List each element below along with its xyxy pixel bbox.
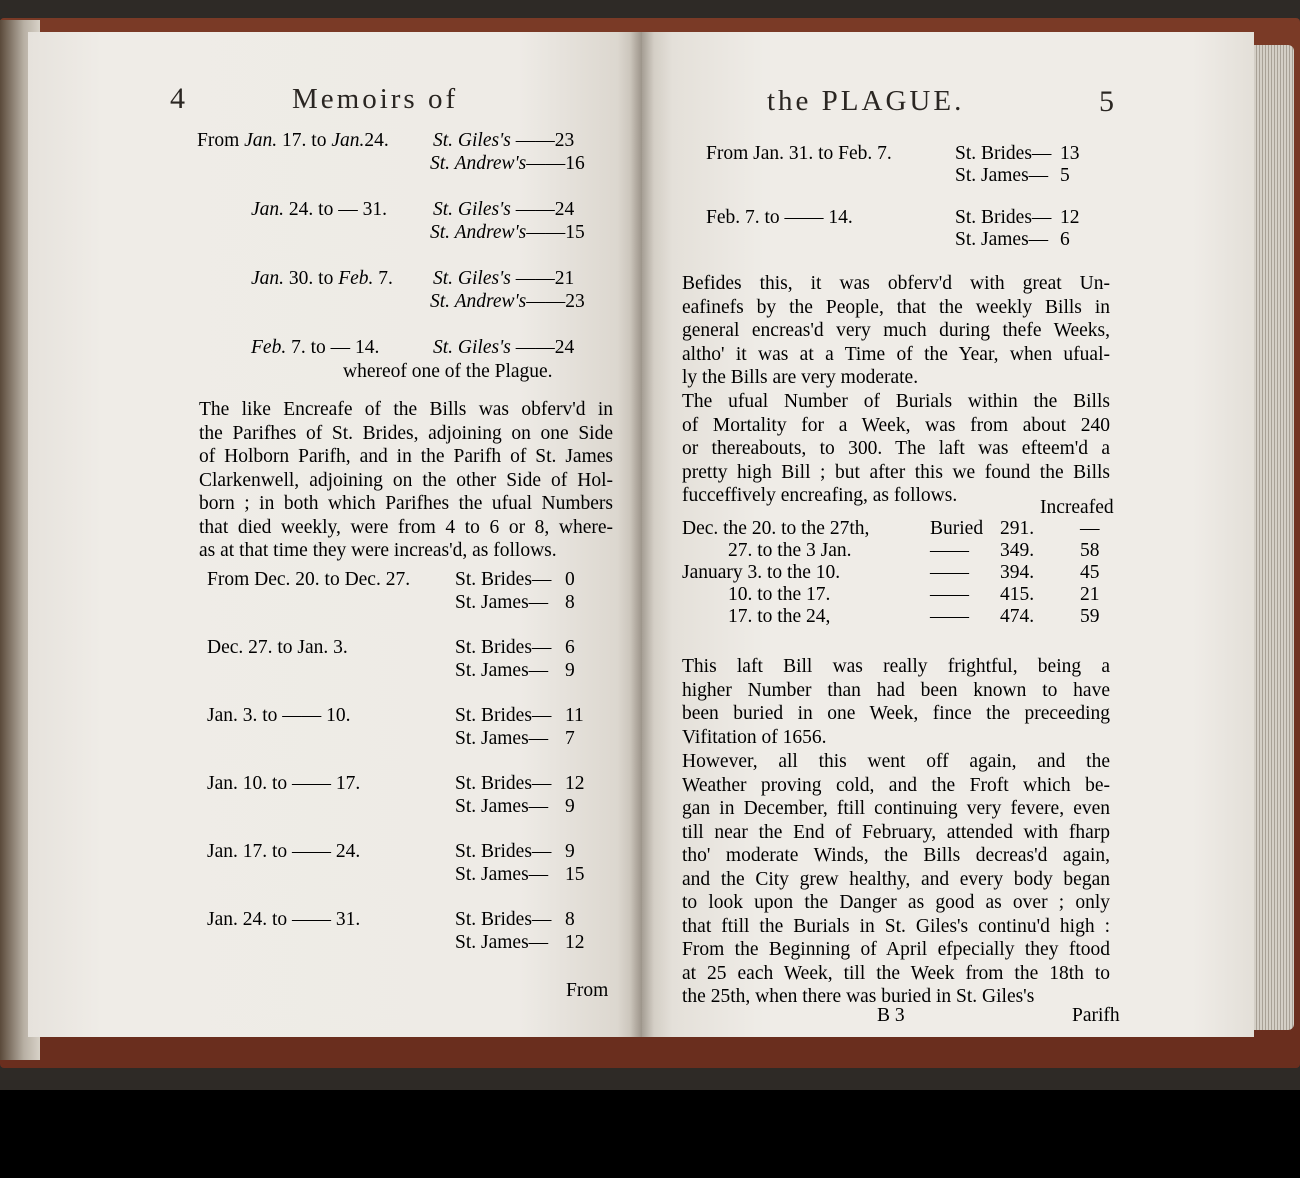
- text-line: Weather proving cold, and the Froft which be-: [682, 774, 1110, 796]
- text-line: as at that time they were increas'd, as follows.: [199, 540, 557, 561]
- table-parish: St. Brides—: [455, 569, 552, 590]
- burials-date: January 3. to the 10.: [682, 562, 841, 583]
- burials-date: 17. to the 24,: [728, 606, 831, 627]
- text-line: ly the Bills are very moderate.: [682, 367, 919, 388]
- text-line: the 25th, when there was buried in St. Giles's: [682, 986, 1035, 1007]
- text-line: been buried in one Week, fince the preceeding: [682, 703, 1110, 724]
- table-parish: St. Brides—: [955, 207, 1052, 228]
- text-line: This laft Bill was really frightful, being a: [682, 656, 1110, 677]
- table-count: 13: [1060, 143, 1080, 164]
- text-line: However, all this went off again, and the: [682, 751, 1110, 772]
- left-catchword: From: [566, 980, 609, 1001]
- table-row: St. Giles's ——23: [433, 130, 575, 151]
- burials-date: 10. to the 17.: [728, 584, 831, 605]
- text-line: the Parifhes of St. Brides, adjoining on one Side: [199, 422, 613, 444]
- table-parish: St. Brides—: [455, 773, 552, 794]
- burials-label: ——: [930, 540, 969, 561]
- table-parish: St. James—: [455, 592, 549, 613]
- left-page-number: 4: [170, 82, 185, 115]
- text-line: or thereabouts, to 300. The laft was efteem'd a: [682, 438, 1110, 459]
- table-count: 9: [565, 796, 575, 817]
- text-line: altho' it was at a Time of the Year, when ufual-: [682, 343, 1110, 365]
- burials-increase: 21: [1080, 584, 1100, 605]
- table-parish: St. Brides—: [955, 143, 1052, 164]
- burials-label: ——: [930, 562, 969, 583]
- text-line: From the Beginning of April efpecially they ftood: [682, 939, 1110, 960]
- right-catchword: Parifh: [1072, 1005, 1120, 1026]
- table-date: From Dec. 20. to Dec. 27.: [207, 569, 411, 590]
- table-row: St. Giles's ——21: [433, 268, 575, 289]
- text-line: at 25 each Week, till the Week from the 18th to: [682, 962, 1110, 984]
- table-count: 12: [565, 932, 585, 953]
- table-count: 7: [565, 728, 575, 749]
- table-date: Feb. 7. to —— 14.: [706, 207, 853, 228]
- burials-label: ——: [930, 584, 969, 605]
- table-count: 12: [1060, 207, 1080, 228]
- left-running-head: Memoirs of: [292, 83, 459, 115]
- burials-increase: 59: [1080, 606, 1100, 627]
- table-count: 9: [565, 841, 575, 862]
- table-parish: St. James—: [455, 660, 549, 681]
- table-count: 0: [565, 569, 575, 590]
- right-paragraph-2: [682, 390, 1110, 508]
- text-line: Befides this, it was obferv'd with great Un-: [682, 273, 1110, 294]
- burials-increase: 58: [1080, 540, 1100, 561]
- table-row: Feb. 7. to — 14.: [251, 337, 380, 358]
- burials-increase: 45: [1080, 562, 1100, 583]
- table-row: St. Andrew's——16: [430, 153, 585, 174]
- right-page-number: 5: [1099, 85, 1114, 118]
- text-line: Clarkenwell, adjoining on the other Side of Hol-: [199, 469, 613, 491]
- burials-buried: 349.: [1000, 540, 1035, 561]
- table-date: Dec. 27. to Jan. 3.: [207, 637, 348, 658]
- table-row: St. Giles's ——24: [433, 337, 575, 358]
- table-parish: St. James—: [955, 165, 1049, 186]
- text-line: Vifitation of 1656.: [682, 726, 827, 748]
- table-date: Jan. 3. to —— 10.: [207, 705, 351, 726]
- text-line: The ufual Number of Burials within the Bills: [682, 391, 1110, 412]
- text-line: to look upon the Danger as good as over ; only: [682, 892, 1110, 913]
- text-line: of Mortality for a Week, was from about 240: [682, 414, 1110, 436]
- table-row: St. Giles's ——24: [433, 199, 575, 220]
- burials-buried: 474.: [1000, 606, 1035, 627]
- increased-label: Increafed: [1040, 497, 1114, 518]
- table-count: 8: [565, 592, 575, 613]
- text-line: till near the End of February, attended with fharp: [682, 821, 1110, 843]
- text-line: gan in December, ftill continuing very fevere, even: [682, 798, 1110, 819]
- table-parish: St. James—: [955, 229, 1049, 250]
- table-count: 6: [565, 637, 575, 658]
- table-count: 6: [1060, 229, 1070, 250]
- text-line: The like Encreafe of the Bills was obferv'd in: [199, 399, 613, 420]
- table-note: whereof one of the Plague.: [343, 361, 553, 382]
- table-count: 11: [565, 705, 584, 726]
- table-date: Jan. 24. to —— 31.: [207, 909, 361, 930]
- table-parish: St. James—: [455, 932, 549, 953]
- table-parish: St. James—: [455, 728, 549, 749]
- table-parish: St. Brides—: [455, 637, 552, 658]
- text-line: higher Number than had been known to have: [682, 679, 1110, 701]
- text-line: tho' moderate Winds, the Bills decreas'd again,: [682, 845, 1110, 866]
- text-line: general encreas'd very much during thefe Weeks,: [682, 320, 1110, 341]
- signature-mark: B 3: [877, 1005, 905, 1026]
- table-row: St. Andrew's——15: [430, 222, 585, 243]
- table-row: From Jan. 17. to Jan.24.: [197, 130, 389, 151]
- text-line: fucceffively encreafing, as follows.: [682, 485, 958, 506]
- table-parish: St. Brides—: [455, 909, 552, 930]
- table-parish: St. Brides—: [455, 841, 552, 862]
- text-line: and the City grew healthy, and every body began: [682, 868, 1110, 890]
- bottom-black-strip: [0, 1090, 1300, 1178]
- burials-label: ——: [930, 606, 969, 627]
- text-line: that ftill the Burials in St. Giles's continu'd high :: [682, 915, 1110, 937]
- right-paragraph-1: [682, 272, 1110, 390]
- table-count: 9: [565, 660, 575, 681]
- table-row: Jan. 24. to — 31.: [251, 199, 387, 220]
- table-parish: St. James—: [455, 796, 549, 817]
- table-date: Jan. 17. to —— 24.: [207, 841, 361, 862]
- right-page-edges: [1254, 45, 1294, 1030]
- burials-label: Buried: [930, 518, 984, 539]
- table-count: 8: [565, 909, 575, 930]
- text-line: pretty high Bill ; but after this we found the Bills: [682, 461, 1110, 483]
- table-row: Jan. 30. to Feb. 7.: [251, 268, 393, 289]
- table-row: St. Andrew's——23: [430, 291, 585, 312]
- table-parish: St. Brides—: [455, 705, 552, 726]
- table-parish: St. James—: [455, 864, 549, 885]
- table-date: Jan. 10. to —— 17.: [207, 773, 361, 794]
- right-paragraph-3: [682, 655, 1110, 749]
- burials-buried: 415.: [1000, 584, 1035, 605]
- table-count: 15: [565, 864, 585, 885]
- burials-buried: 291.: [1000, 518, 1035, 539]
- burials-date: 27. to the 3 Jan.: [728, 540, 852, 561]
- right-paragraph-4: [682, 750, 1110, 1009]
- burials-buried: 394.: [1000, 562, 1035, 583]
- text-line: of Holborn Parifh, and in the Parifh of St. James: [199, 446, 613, 467]
- left-paragraph: [199, 398, 613, 563]
- table-count: 12: [565, 773, 585, 794]
- burials-increase: —: [1080, 518, 1100, 539]
- table-count: 5: [1060, 165, 1070, 186]
- burials-date: Dec. the 20. to the 27th,: [682, 518, 870, 539]
- book-gutter: [630, 32, 654, 1037]
- table-date: From Jan. 31. to Feb. 7.: [706, 143, 892, 164]
- text-line: eafinefs by the People, that the weekly Bills in: [682, 296, 1110, 318]
- right-running-head: the PLAGUE.: [767, 85, 965, 117]
- text-line: born ; in both which Parifhes the ufual Numbers: [199, 493, 613, 514]
- text-line: that died weekly, were from 4 to 6 or 8, where-: [199, 516, 613, 538]
